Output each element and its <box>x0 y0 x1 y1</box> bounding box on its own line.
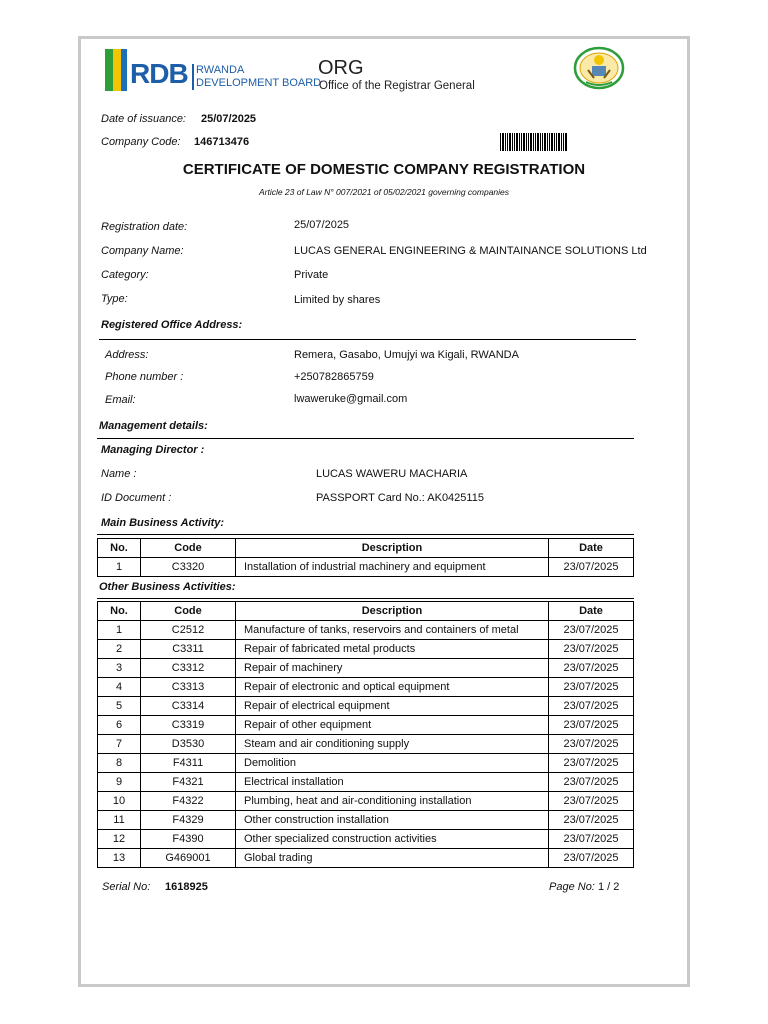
row-number: 13 <box>98 849 141 868</box>
table-row <box>98 716 634 735</box>
email-value: lwaweruke@gmail.com <box>294 393 408 405</box>
column-header: No. <box>98 602 141 621</box>
row-number: 2 <box>98 640 141 659</box>
main-activity-divider <box>97 534 634 535</box>
activity-code: C3320 <box>141 558 236 577</box>
column-header: Code <box>141 602 236 621</box>
column-header: Date <box>549 539 634 558</box>
table-row <box>98 640 634 659</box>
activity-description: Plumbing, heat and air-conditioning installation <box>236 792 549 811</box>
other-activities-heading: Other Business Activities: <box>99 581 236 593</box>
activity-description: Other specialized construction activities <box>236 830 549 849</box>
phone-label: Phone number : <box>105 371 184 383</box>
row-number: 3 <box>98 659 141 678</box>
serial-label: Serial No: <box>102 881 151 893</box>
activity-code: F4321 <box>141 773 236 792</box>
activity-date: 23/07/2025 <box>549 830 634 849</box>
activity-date: 23/07/2025 <box>549 697 634 716</box>
other-activities-divider <box>97 598 634 599</box>
activity-description: Repair of electrical equipment <box>236 697 549 716</box>
id-document-label: ID Document : <box>101 492 172 504</box>
page-number <box>549 881 619 893</box>
office-heading: Registered Office Address: <box>101 319 243 331</box>
table-row <box>98 621 634 640</box>
org-subheading: Office of the Registrar General <box>319 80 475 92</box>
activity-code: C3311 <box>141 640 236 659</box>
column-header: No. <box>98 539 141 558</box>
activity-code: C2512 <box>141 621 236 640</box>
table-row <box>98 830 634 849</box>
table-row <box>98 811 634 830</box>
activity-description: Demolition <box>236 754 549 773</box>
office-divider <box>99 339 636 340</box>
category-value: Private <box>294 269 329 281</box>
rdb-logo-name <box>192 64 321 90</box>
activity-date: 23/07/2025 <box>549 849 634 868</box>
activity-description: Other construction installation <box>236 811 549 830</box>
row-number: 6 <box>98 716 141 735</box>
company-code-label: Company Code: <box>101 136 181 148</box>
activity-code: F4322 <box>141 792 236 811</box>
issuance-value: 25/07/2025 <box>201 113 257 125</box>
row-number: 5 <box>98 697 141 716</box>
rdb-logo-abbr: RDB <box>130 58 188 89</box>
activity-date: 23/07/2025 <box>549 792 634 811</box>
row-number: 12 <box>98 830 141 849</box>
activity-code: F4390 <box>141 830 236 849</box>
company-code-value: 146713476 <box>194 136 250 148</box>
column-header: Date <box>549 602 634 621</box>
activity-code: D3530 <box>141 735 236 754</box>
activity-code: F4311 <box>141 754 236 773</box>
registration-date-value: 25/07/2025 <box>294 219 350 231</box>
column-header: Code <box>141 539 236 558</box>
column-header: Description <box>236 539 549 558</box>
row-number: 1 <box>98 621 141 640</box>
activity-description: Manufacture of tanks, reservoirs and containers of metal <box>236 621 549 640</box>
table-row <box>98 754 634 773</box>
page-separator: / <box>607 881 611 893</box>
activity-date: 23/07/2025 <box>549 716 634 735</box>
company-name-value: LUCAS GENERAL ENGINEERING & MAINTAINANCE SOLUTIONS Ltd <box>294 245 647 257</box>
page-total: 2 <box>613 881 620 893</box>
activity-code: F4329 <box>141 811 236 830</box>
rdb-logo-flag-icon <box>105 49 127 91</box>
org-heading: ORG <box>318 57 364 79</box>
activity-date: 23/07/2025 <box>549 558 634 577</box>
table-row <box>98 697 634 716</box>
other-activities-table <box>97 601 634 868</box>
table-row <box>98 558 634 577</box>
table-row <box>98 849 634 868</box>
table-row <box>98 735 634 754</box>
activity-description: Installation of industrial machinery and equipment <box>236 558 549 577</box>
activity-description: Repair of electronic and optical equipment <box>236 678 549 697</box>
activity-date: 23/07/2025 <box>549 754 634 773</box>
activity-description: Repair of other equipment <box>236 716 549 735</box>
activity-date: 23/07/2025 <box>549 678 634 697</box>
registration-date-label: Registration date: <box>101 221 188 233</box>
main-activity-table <box>97 538 634 577</box>
activity-date: 23/07/2025 <box>549 735 634 754</box>
activity-code: C3319 <box>141 716 236 735</box>
row-number: 10 <box>98 792 141 811</box>
column-header: Description <box>236 602 549 621</box>
issuance-label: Date of issuance: <box>101 113 186 125</box>
rdb-logo-line2: DEVELOPMENT BOARD <box>196 77 322 89</box>
activity-description: Repair of machinery <box>236 659 549 678</box>
activity-date: 23/07/2025 <box>549 640 634 659</box>
activity-description: Repair of fabricated metal products <box>236 640 549 659</box>
management-divider <box>97 438 634 439</box>
company-name-label: Company Name: <box>101 245 184 257</box>
activity-description: Steam and air conditioning supply <box>236 735 549 754</box>
rdb-logo-line1: RWANDA <box>196 64 245 76</box>
activity-code: C3312 <box>141 659 236 678</box>
certificate-subtitle: Article 23 of Law N° 007/2021 of 05/02/2021 governing companies <box>258 187 510 197</box>
row-number: 11 <box>98 811 141 830</box>
type-value: Limited by shares <box>294 294 381 306</box>
director-name-value: LUCAS WAWERU MACHARIA <box>316 468 468 480</box>
certificate-title: CERTIFICATE OF DOMESTIC COMPANY REGISTRATION <box>182 161 586 178</box>
id-document-value: PASSPORT Card No.: AK0425115 <box>316 492 484 504</box>
activity-date: 23/07/2025 <box>549 659 634 678</box>
barcode-icon <box>500 133 568 151</box>
page-current: 1 <box>597 881 605 893</box>
management-heading: Management details: <box>99 420 208 432</box>
email-label: Email: <box>105 394 136 406</box>
activity-code: G469001 <box>141 849 236 868</box>
activity-code: C3313 <box>141 678 236 697</box>
activity-description: Electrical installation <box>236 773 549 792</box>
row-number: 9 <box>98 773 141 792</box>
director-name-label: Name : <box>101 468 137 480</box>
type-label: Type: <box>101 293 128 305</box>
rwanda-coat-of-arms-icon <box>572 46 626 90</box>
table-row <box>98 659 634 678</box>
activity-date: 23/07/2025 <box>549 621 634 640</box>
activity-date: 23/07/2025 <box>549 773 634 792</box>
table-row <box>98 773 634 792</box>
phone-value: +250782865759 <box>294 371 374 383</box>
activity-date: 23/07/2025 <box>549 811 634 830</box>
managing-director-heading: Managing Director : <box>101 444 205 456</box>
page-label: Page No: <box>549 881 595 893</box>
row-number: 1 <box>98 558 141 577</box>
main-activity-heading: Main Business Activity: <box>101 517 225 529</box>
address-label: Address: <box>105 349 149 361</box>
category-label: Category: <box>101 269 149 281</box>
row-number: 7 <box>98 735 141 754</box>
activity-code: C3314 <box>141 697 236 716</box>
row-number: 8 <box>98 754 141 773</box>
row-number: 4 <box>98 678 141 697</box>
serial-value: 1618925 <box>165 881 208 893</box>
table-row <box>98 678 634 697</box>
address-value: Remera, Gasabo, Umujyi wa Kigali, RWANDA <box>294 349 519 361</box>
table-row <box>98 792 634 811</box>
activity-description: Global trading <box>236 849 549 868</box>
